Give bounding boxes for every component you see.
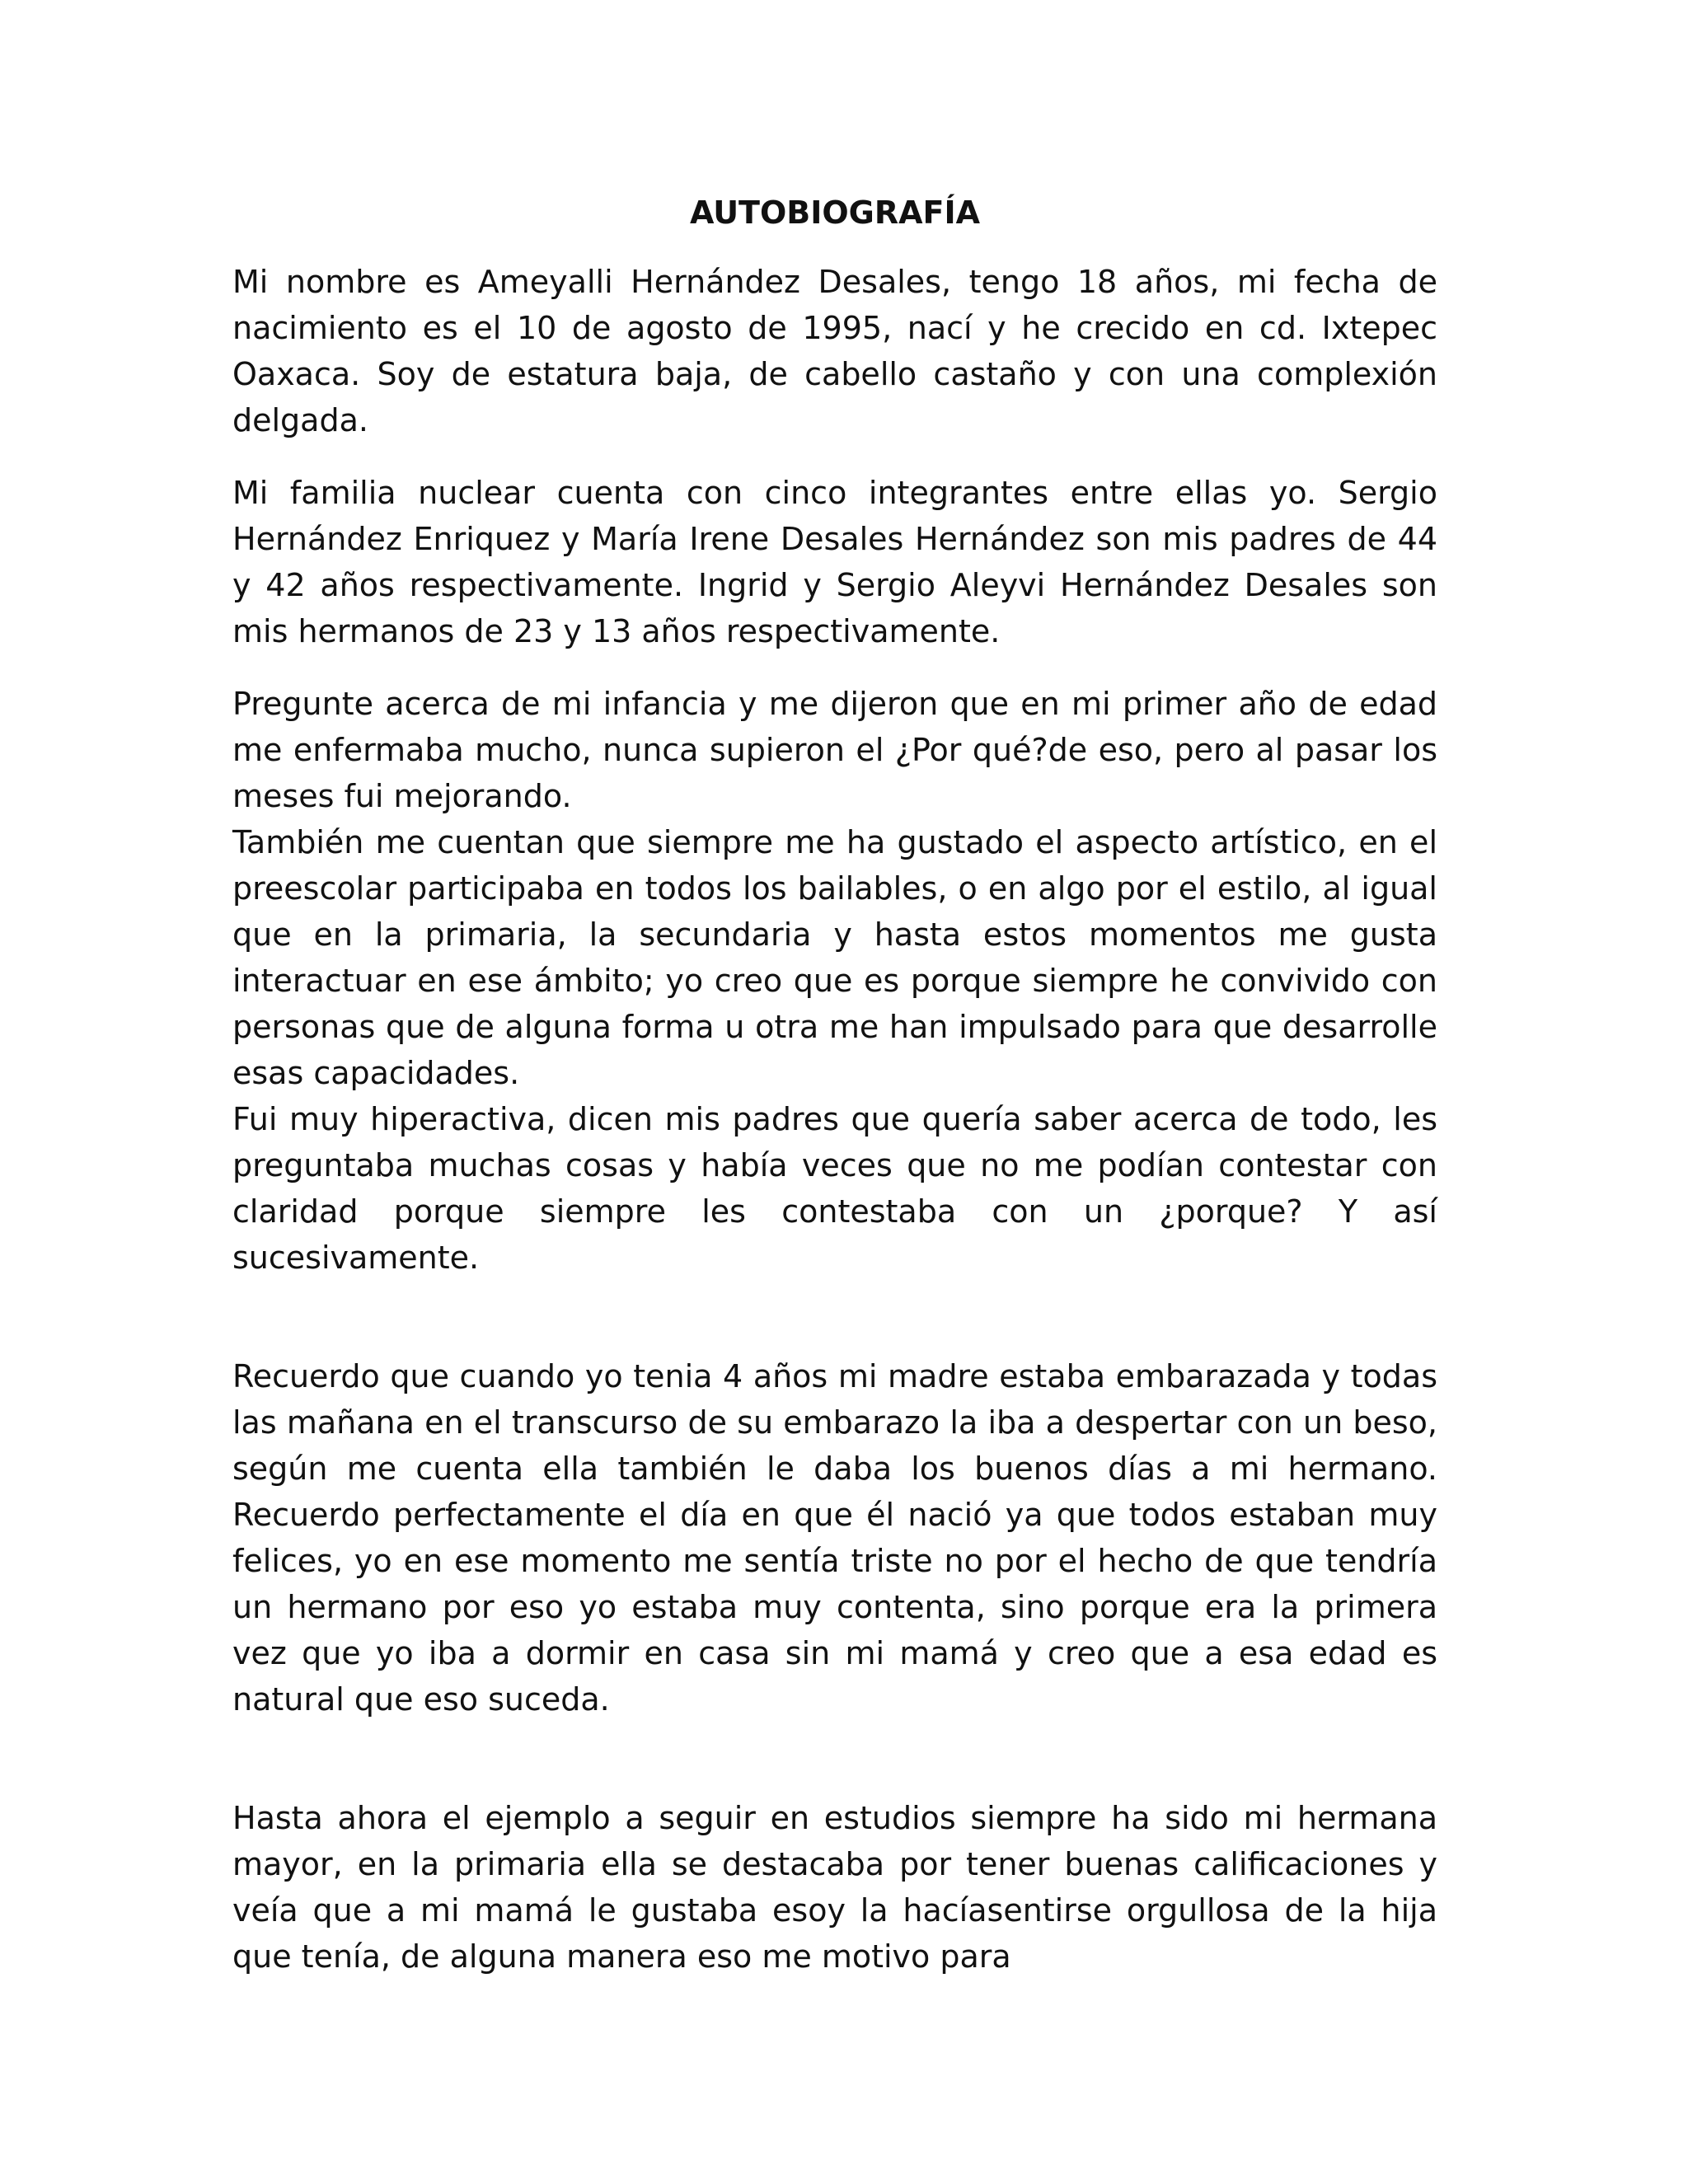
paragraph-infancy: Pregunte acerca de mi infancia y me dijeron que en mi primer año de edad me enfermaba mucho, nunca supieron el ¿Por qué?de eso, pero al pasar los meses fui mejorando. <box>232 686 1437 814</box>
paragraph-personal-info: Mi nombre es Ameyalli Hernández Desales, tengo 18 años, mi fecha de nacimiento es el 10 de agosto de 1995, nací y he crecido en cd. Ixtepec Oaxaca. Soy de estatura baja, de cabello castaño y con una complexión delgada. <box>232 264 1437 438</box>
paragraph-sister-example: Hasta ahora el ejemplo a seguir en estudios siempre ha sido mi hermana mayor, en la primaria ella se destacaba por tener buenas calificaciones y veía que a mi mamá le gustaba esoy la hacíasentirse orgullosa de la hija que tenía, de alguna manera eso me motivo para <box>232 1800 1437 1975</box>
paragraph-hyperactive: Fui muy hiperactiva, dicen mis padres que quería saber acerca de todo, les preguntaba muchas cosas y había veces que no me podían contestar con claridad porque siempre les contestaba con un ¿porque? Y así sucesivamente. <box>232 1101 1437 1276</box>
document-body <box>232 190 1437 1980</box>
paragraph-family: Mi familia nuclear cuenta con cinco integrantes entre ellas yo. Sergio Hernández Enriquez y María Irene Desales Hernández son mis padres de 44 y 42 años respectivamente. Ingrid y Sergio Aleyvi Hernández Desales son mis hermanos de 23 y 13 años respectivamente. <box>232 475 1437 649</box>
paragraph-artistic: También me cuentan que siempre me ha gustado el aspecto artístico, en el preescolar participaba en todos los bailables, o en algo por el estilo, al igual que en la primaria, la secundaria y hasta estos momentos me gusta interactuar en ese ámbito; yo creo que es porque siempre he convivido con personas que de alguna forma u otra me han impulsado para que desarrolle esas capacidades. <box>232 824 1437 1091</box>
paragraph-brother-birth: Recuerdo que cuando yo tenia 4 años mi madre estaba embarazada y todas las mañana en el transcurso de su embarazo la iba a despertar con un beso, según me cuenta ella también le daba los buenos días a mi hermano. Recuerdo perfectamente el día en que él nació ya que todos estaban muy felices, yo en ese momento me sentía triste no por el hecho de que tendría un hermano por eso yo estaba muy contenta, sino porque era la primera vez que yo iba a dormir en casa sin mi mamá y creo que a esa edad es natural que eso suceda. <box>232 1358 1437 1718</box>
document-title: AUTOBIOGRAFÍA <box>689 194 981 231</box>
